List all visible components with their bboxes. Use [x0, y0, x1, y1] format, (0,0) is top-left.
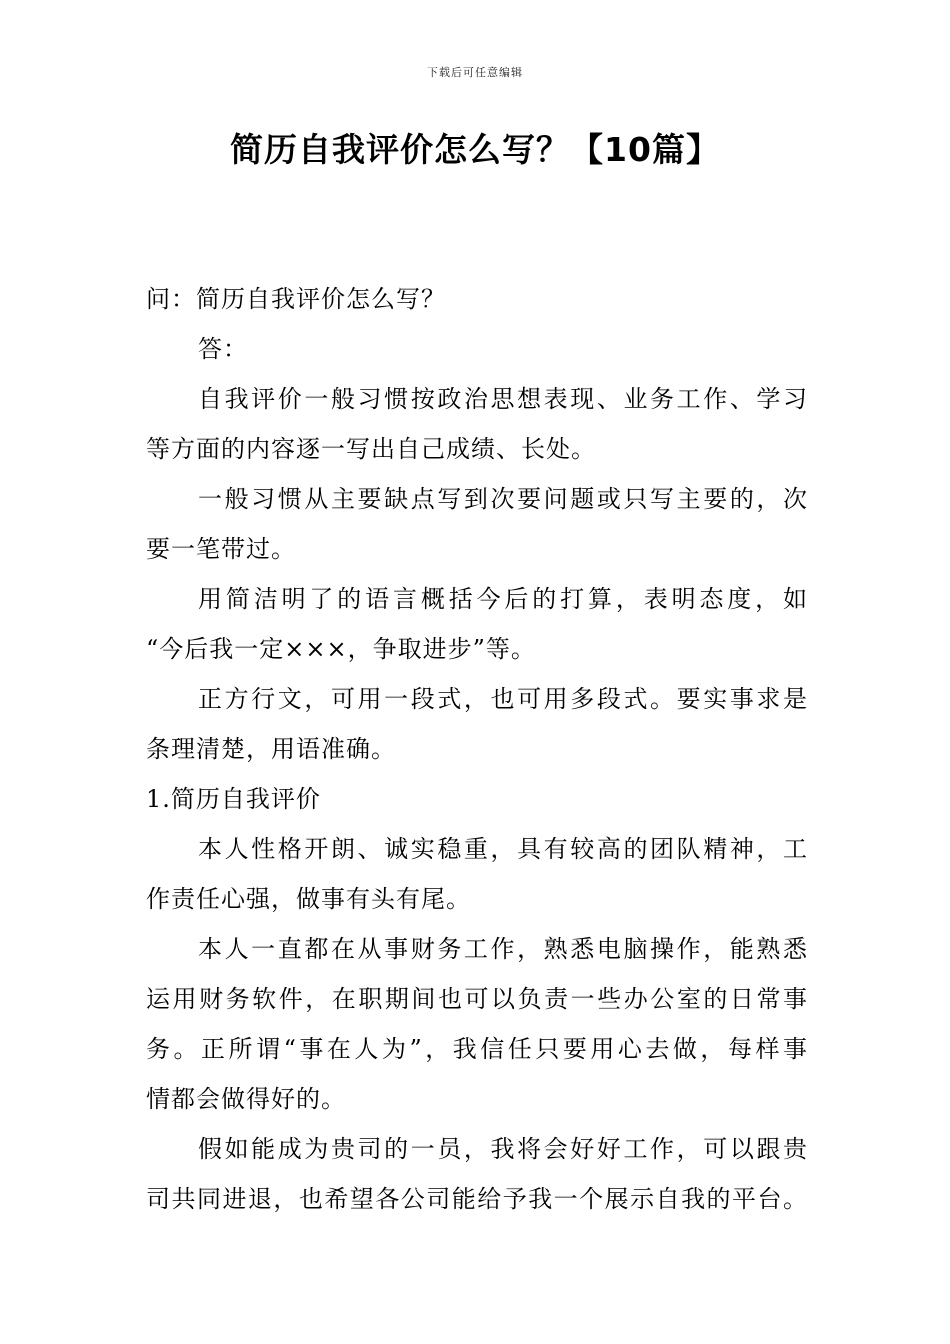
text-line: 本人性格开朗、诚实稳重，具有较高的团队精神，工 [198, 835, 808, 863]
text-line: 用简洁明了的语言概括今后的打算，表明态度，如 [198, 585, 808, 613]
text-line: 1.简历自我评价 [146, 785, 321, 813]
text-line: 答： [198, 335, 248, 363]
document-title: 简历自我评价怎么写？【10篇】 [230, 130, 720, 169]
text-line: 司共同进退，也希望各公司能给予我一个展示自我的平台。 [146, 1185, 808, 1213]
text-line: 假如能成为贵司的一员，我将会好好工作，可以跟贵 [198, 1135, 808, 1163]
text-line: 等方面的内容逐一写出自己成绩、长处。 [146, 435, 596, 463]
document-body [146, 274, 808, 1224]
text-line: 运用财务软件，在职期间也可以负责一些办公室的日常事 [146, 985, 808, 1013]
text-line: 要一笔带过。 [146, 535, 296, 563]
text-line: 本人一直都在从事财务工作，熟悉电脑操作，能熟悉 [198, 935, 808, 963]
text-line: 条理清楚，用语准确。 [146, 735, 396, 763]
text-line: “今后我一定×××，争取进步”等。 [146, 635, 536, 663]
text-line: 一般习惯从主要缺点写到次要问题或只写主要的，次 [198, 485, 808, 513]
header-note: 下载后可任意编辑 [427, 66, 523, 79]
text-line: 情都会做得好的。 [146, 1085, 346, 1113]
text-line: 作责任心强，做事有头有尾。 [146, 885, 471, 913]
text-line: 自我评价一般习惯按政治思想表现、业务工作、学习 [198, 385, 808, 413]
text-line: 务。正所谓“事在人为”，我信任只要用心去做，每样事 [146, 1035, 808, 1063]
text-line: 问：简历自我评价怎么写？ [146, 285, 446, 313]
text-line: 正方行文，可用一段式，也可用多段式。要实事求是 [198, 685, 808, 713]
